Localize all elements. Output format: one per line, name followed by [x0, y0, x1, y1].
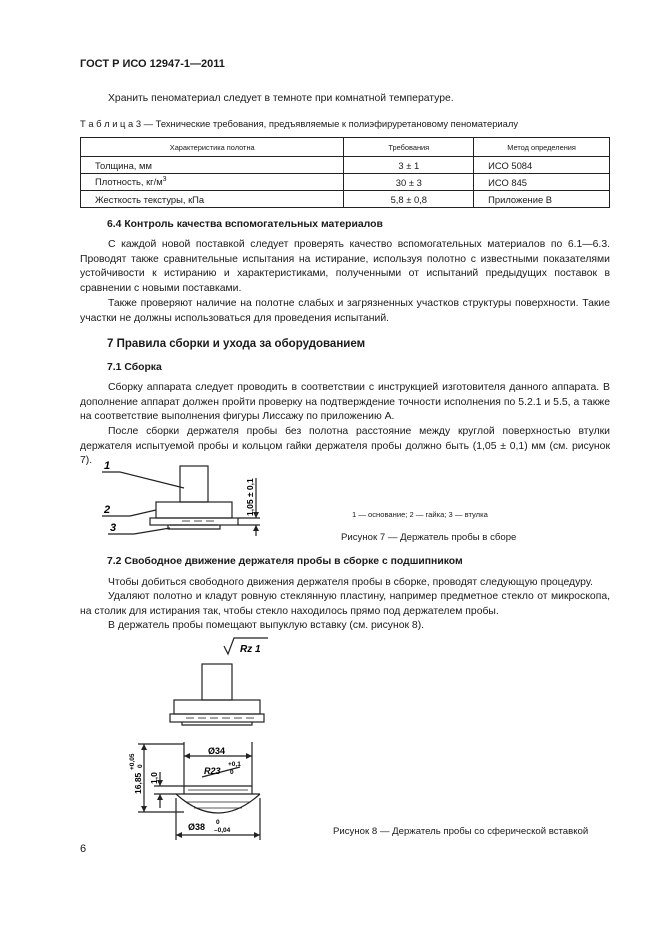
fig8-dim-h16-tol: +0,05: [129, 753, 136, 770]
table-cell: Жесткость текстуры, кПа: [81, 191, 344, 208]
document-header: ГОСТ Р ИСО 12947-1—2011: [80, 58, 225, 70]
table-caption-text: 3 — Технические требования, предъявляемые к полиэфируретановому пеноматериалу: [135, 118, 519, 129]
section-7-2-para3: В держатель пробы помещают выпуклую вставку (см. рисунок 8).: [108, 620, 425, 631]
section-7-1-para1: Сборку аппарата следует проводить в соответствии с инструкцией изготовителя данного аппарата. В дополнение аппарат должен пройти проверку на подтверждение точности исполнения по 5.2.1 и 5.5, а также на соответствие выполнения фигуры Лиссажу по приложению А.: [80, 382, 610, 423]
fig7-label-3: 3: [110, 522, 117, 534]
fig8-dim-d38: Ø38: [188, 822, 206, 832]
holder-base: [156, 502, 232, 518]
fig8-dim-d38-tol-hi: 0: [216, 819, 220, 826]
table-cell: 5,8 ± 0,8: [344, 191, 474, 208]
holder-nut: [150, 518, 238, 525]
fig8-dim-h16-tol-lo: 0: [137, 764, 144, 768]
table-cell: ИСО 845: [474, 174, 610, 191]
figure-8-caption: Рисунок 8 — Держатель пробы со сферической вставкой: [333, 826, 589, 837]
fig8-dim-r23-tol: +0,1: [228, 761, 241, 768]
fig7-label-2: 2: [104, 504, 111, 516]
table-row: [81, 174, 610, 191]
section-6-4-para1: С каждой новой поставкой следует проверять качество вспомогательных материалов по 6.1—6.3. Проводят также сравнительные испытания на истирание, используя полотно с известными показателями устойчивости к истиранию и характеристиками, полученными от испытаний предыдущих поставок в сравнении с новыми поставками.: [80, 239, 610, 294]
fig8-dim-d38-tol-lo: –0,04: [214, 827, 231, 834]
section-6-4-para2: Также проверяют наличие на полотне слабых и загрязненных участков структуры поверхности. Такие участки не должны использоваться для проведения испытаний.: [80, 298, 610, 324]
density-unit-exponent: 3: [162, 176, 167, 184]
holder-base: [174, 700, 260, 714]
figure-7-drawing: [90, 458, 280, 544]
table-cell: ИСО 5084: [474, 157, 610, 174]
table-cell: 30 ± 3: [344, 174, 474, 191]
section-7-2-title: 7.2 Свободное движение держателя пробы в сборке с подшипником: [107, 556, 463, 567]
table-cell: 3 ± 1: [344, 157, 474, 174]
fig8-dim-r23: R23: [204, 766, 221, 776]
table-cell: Приложение В: [474, 191, 610, 208]
table-header-cell: Требования: [344, 138, 474, 157]
table-row: [81, 157, 610, 174]
storage-note: Хранить пеноматериал следует в темноте при комнатной температуре.: [108, 93, 454, 104]
section-7-2-para1: Чтобы добиться свободного движения держателя пробы в сборке, проводят следующую процедуру.: [108, 577, 593, 588]
roughness-label: Rz 1: [240, 644, 261, 655]
fig8-dim-h16: 16,85: [133, 772, 143, 794]
fig7-dimension: 1,05 ± 0,1: [245, 478, 255, 516]
section-7-title: 7 Правила сборки и ухода за оборудованием: [107, 338, 366, 350]
section-6-4-title: 6.4 Контроль качества вспомогательных материалов: [107, 219, 383, 230]
table-caption-prefix: Т а б л и ц а: [80, 118, 134, 129]
fig8-dim-h1: 1,0: [149, 772, 159, 784]
section-7-1-para2: После сборки держателя пробы без полотна расстояние между круглой поверхностью втулки держателя испытуемой пробы и кольцом гайки держателя пробы должно быть (1,05 ± 0,1) мм (см. рисунок 7).: [80, 426, 610, 467]
holder-stem: [180, 466, 208, 502]
fig8-dim-r23-tol-lo: 0: [230, 769, 234, 776]
fig7-label-1: 1: [104, 460, 111, 472]
fig8-dim-d34: Ø34: [208, 746, 226, 756]
table-header-row: [81, 138, 610, 157]
page-number: 6: [80, 843, 87, 855]
density-label: Плотность, кг/м: [95, 176, 163, 188]
figure-7-legend: 1 — основание; 2 — гайка; 3 — втулка: [352, 510, 488, 519]
table-row: [81, 191, 610, 208]
figure-8-drawing: [124, 632, 294, 842]
holder-stem: [202, 664, 232, 700]
table-header-cell: Метод определения: [474, 138, 610, 157]
section-7-2-para2: Удаляют полотно и кладут ровную стеклянную пластину, например предметное стекло от микроскопа, на столик для истирания так, чтобы стекло находилось прямо под держателем пробы.: [80, 591, 610, 617]
requirements-table: [80, 137, 610, 208]
table-header-cell: Характеристика полотна: [81, 138, 344, 157]
table-cell: [81, 174, 344, 191]
spherical-insert: [176, 794, 260, 813]
table-cell: Толщина, мм: [81, 157, 344, 174]
figure-7-caption: Рисунок 7 — Держатель пробы в сборе: [341, 532, 517, 543]
section-7-1-title: 7.1 Сборка: [107, 362, 162, 373]
table-caption: [80, 118, 518, 129]
